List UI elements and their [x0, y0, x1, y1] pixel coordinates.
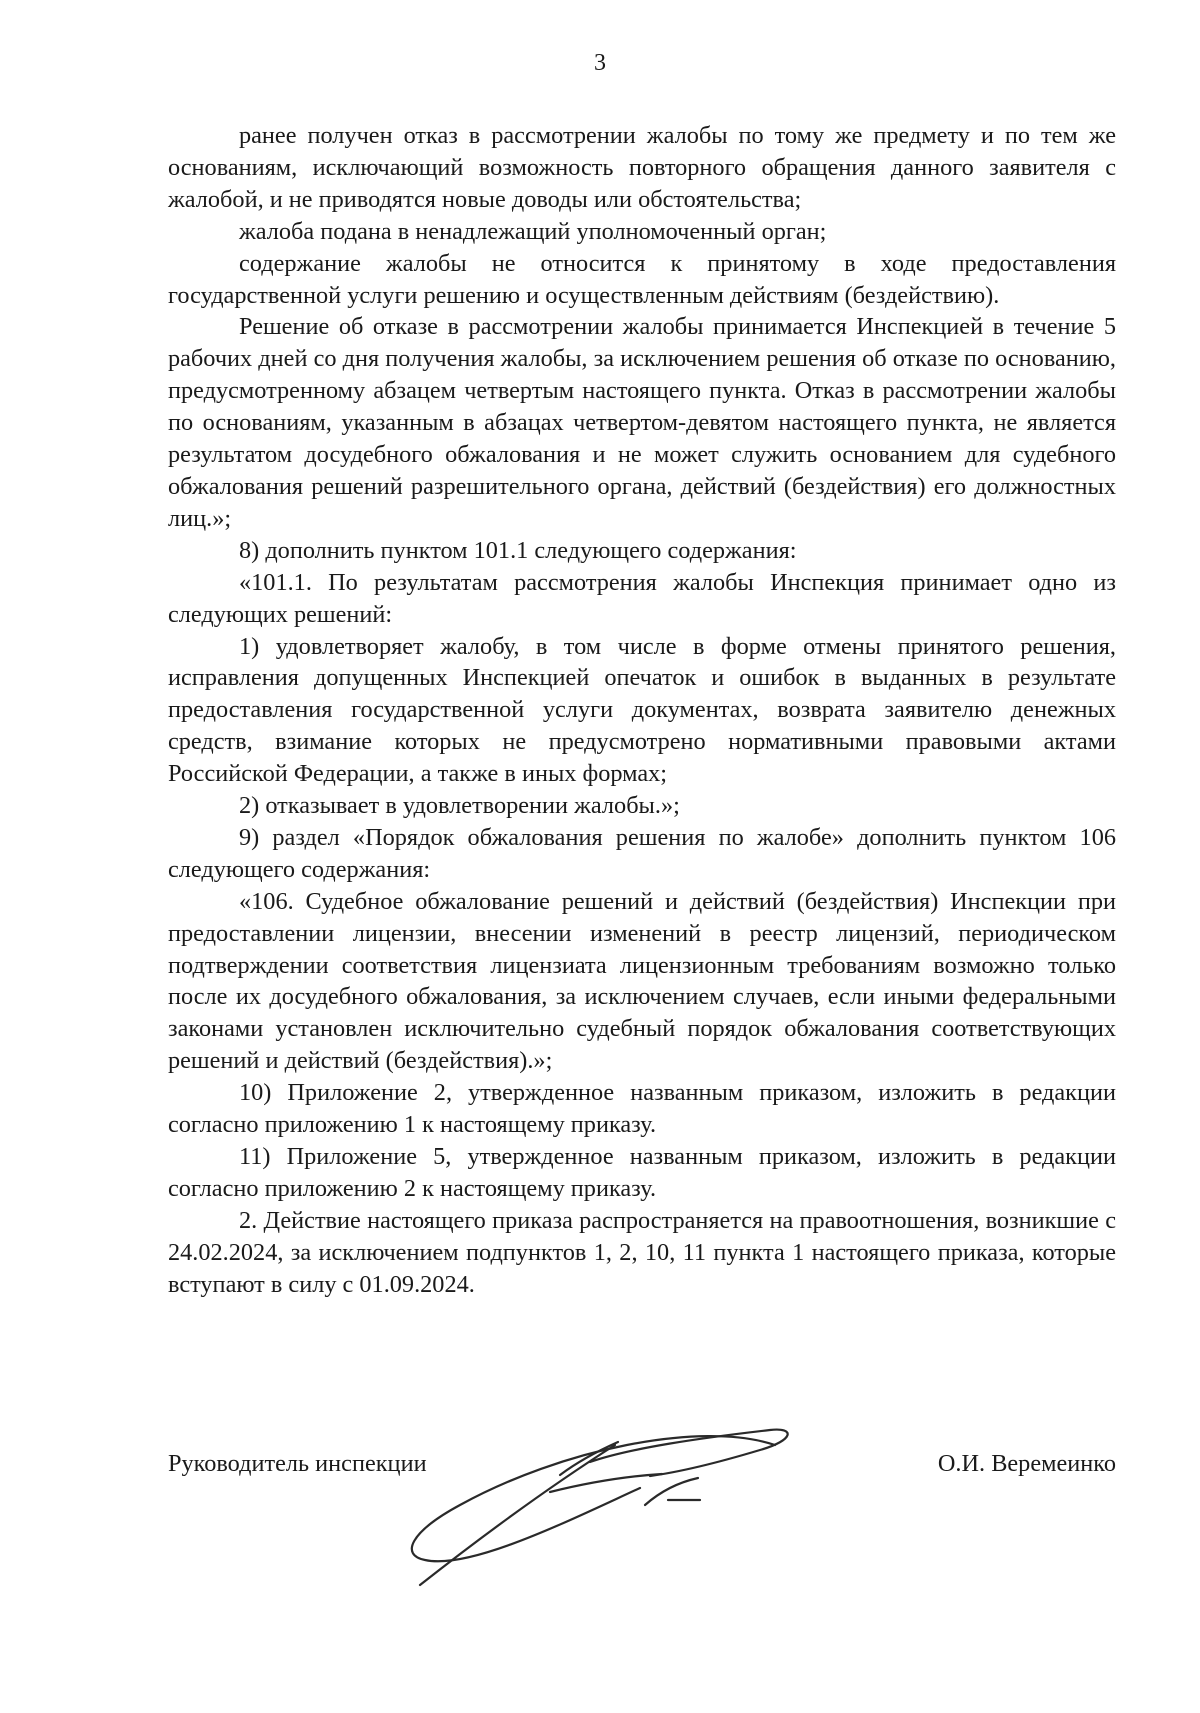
paragraph: 1) удовлетворяет жалобу, в том числе в форме отмены принятого решения, исправления допущенных Инспекцией опечаток и ошибок в выданных в результате предоставления государственной услуги документах, возврата заявителю денежных средств, взимание которых не предусмотрено нормативными правовыми актами Российской Федерации, а также в иных формах; [168, 632, 1116, 788]
handwritten-signature [400, 1390, 860, 1590]
paragraph: «101.1. По результатам рассмотрения жалобы Инспекция принимает одно из следующих решений: [168, 568, 1116, 628]
page-number: 3 [594, 50, 606, 76]
paragraph: ранее получен отказ в рассмотрении жалобы по тому же предмету и по тем же основаниям, исключающий возможность повторного обращения данного заявителя с жалобой, и не приводятся новые доводы или обстоятельства; [168, 122, 1116, 213]
signatory-role: Руководитель инспекции [168, 1450, 427, 1477]
paragraph: 2. Действие настоящего приказа распространяется на правоотношения, возникшие с 24.02.2024, за исключением подпунктов 1, 2, 10, 11 пункта 1 настоящего приказа, которые вступают в силу с 01.09.2024. [168, 1206, 1116, 1298]
document-body [168, 120, 1116, 1301]
paragraph: 8) дополнить пунктом 101.1 следующего содержания: [239, 536, 797, 564]
paragraph: 11) Приложение 5, утвержденное названным приказом, изложить в редакции согласно приложению 2 к настоящему приказу. [168, 1143, 1116, 1202]
paragraph: Решение об отказе в рассмотрении жалобы принимается Инспекцией в течение 5 рабочих дней со дня получения жалобы, за исключением решения об отказе по основанию, предусмотренному абзацем четвертым настоящего пункта. Отказ в рассмотрении жалобы по основаниям, указанным в абзацах четвертом-девятом настоящего пункта, не является результатом досудебного обжалования и не может служить основанием для судебного обжалования решений разрешительного органа, действий (бездействия) его должностных лиц.»; [168, 313, 1116, 532]
paragraph: жалоба подана в ненадлежащий уполномоченный орган; [239, 217, 827, 245]
paragraph: 2) отказывает в удовлетворении жалобы.»; [239, 792, 680, 820]
paragraph: «106. Судебное обжалование решений и действий (бездействия) Инспекции при предоставлении лицензии, внесении изменений в реестр лицензий, периодическом подтверждении соответствия лицензиата лицензионным требованиям возможно только после их досудебного обжалования, за исключением случаев, если иными федеральными законами установлен исключительно судебный порядок обжалования соответствующих решений и действий (бездействия).»; [168, 887, 1116, 1075]
paragraph: содержание жалобы не относится к принятому в ходе предоставления государственной услуги решению и осуществленным действиям (бездействию). [168, 249, 1116, 309]
paragraph: 9) раздел «Порядок обжалования решения по жалобе» дополнить пунктом 106 следующего содержания: [168, 823, 1116, 883]
paragraph: 10) Приложение 2, утвержденное названным приказом, изложить в редакции согласно приложению 1 к настоящему приказу. [168, 1079, 1116, 1139]
signatory-name: О.И. Веремеинко [937, 1450, 1116, 1477]
